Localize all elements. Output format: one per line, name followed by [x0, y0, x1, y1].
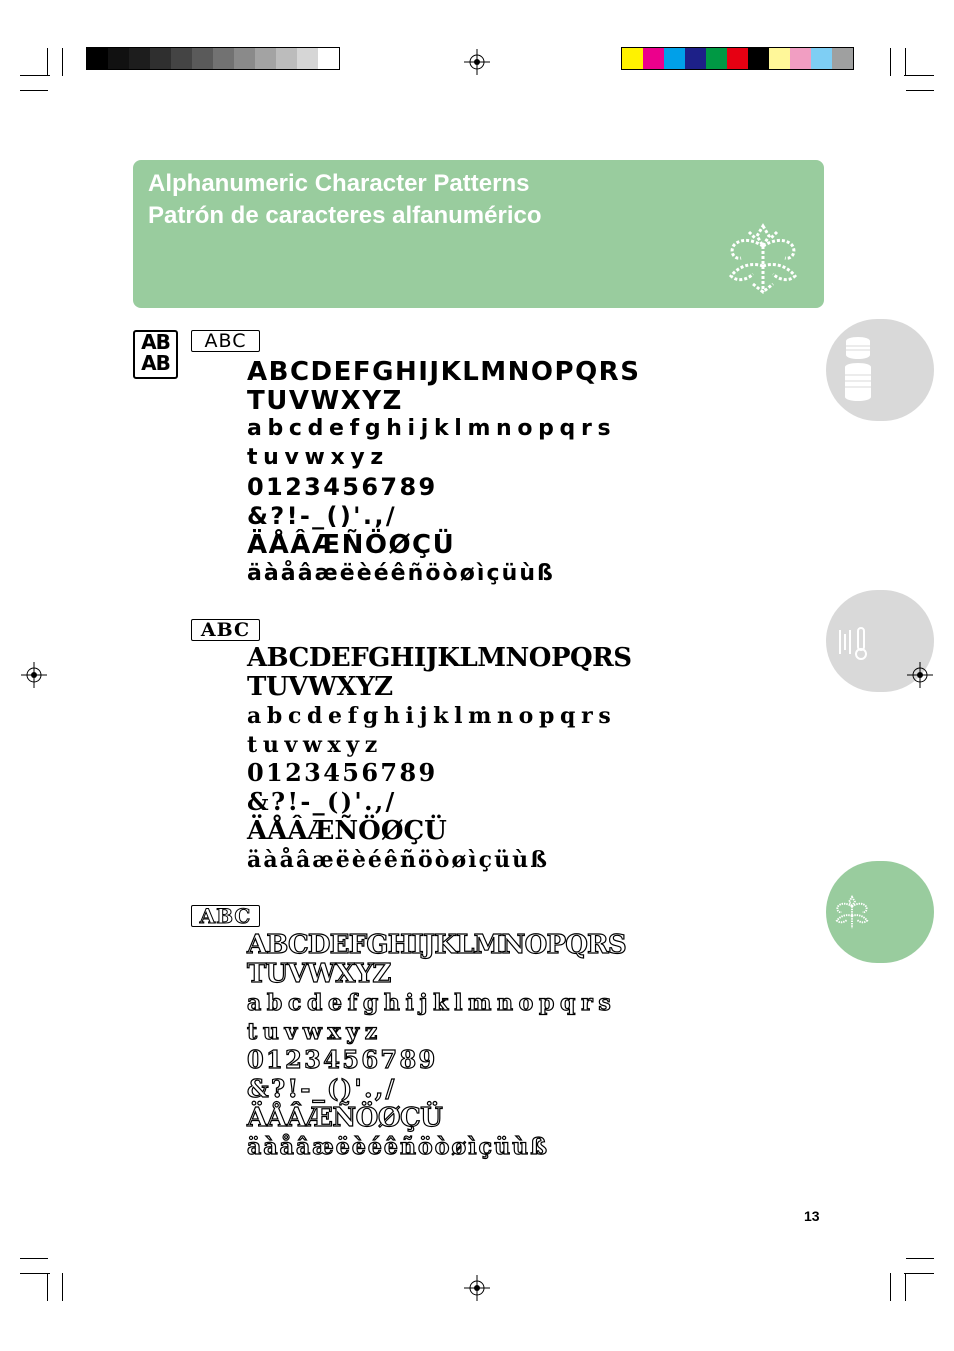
- char-row: ÄÅÂÆÑÖØÇÜ: [247, 816, 447, 846]
- calibration-swatch: [790, 48, 811, 69]
- char-row: ä à å â æ ë è é ê ñ ö ò ø ì ç ü ù ß: [247, 847, 545, 873]
- calibration-swatch: [234, 48, 255, 69]
- font-style-label: ABC: [191, 905, 260, 927]
- size-icon-line: AB: [141, 330, 170, 354]
- crop-mark: [905, 48, 906, 76]
- registration-mark-icon: [464, 1275, 490, 1301]
- char-row: ä à å â æ ë è é ê ñ ö ò ø ì ç ü ù ß: [247, 1134, 545, 1160]
- char-row: t u v w x y z: [247, 732, 377, 758]
- thermometer-icon: [836, 624, 876, 664]
- char-row: t u v w x y z: [247, 1019, 377, 1045]
- char-row: 0 1 2 3 4 5 6 7 8 9: [247, 758, 433, 787]
- char-row: & ? ! - _ ( ) ' . , /: [247, 502, 392, 530]
- char-row: a b c d e f g h i j k l m n o p q r s: [247, 990, 610, 1016]
- calibration-swatch: [108, 48, 129, 69]
- calibration-swatch: [643, 48, 664, 69]
- crop-mark: [904, 75, 934, 76]
- crop-mark: [20, 90, 48, 91]
- crop-mark: [20, 75, 50, 76]
- crop-mark: [890, 48, 891, 76]
- calibration-swatch: [832, 48, 853, 69]
- char-row: ä à å â æ ë è é ê ñ ö ò ø ì ç ü ù ß: [247, 561, 551, 586]
- calibration-swatch: [87, 48, 108, 69]
- crop-mark: [62, 48, 63, 76]
- calibration-swatch: [171, 48, 192, 69]
- page-title-spanish: Patrón de caracteres alfanumérico: [148, 202, 542, 229]
- greyscale-calibration-bar: [86, 47, 340, 70]
- char-row: ÄÅÂÆÑÖØÇÜ: [247, 1103, 443, 1133]
- calibration-swatch: [706, 48, 727, 69]
- crop-mark: [47, 48, 48, 76]
- char-row: TUVWXYZ: [247, 386, 403, 416]
- page-title-english: Alphanumeric Character Patterns: [148, 170, 530, 197]
- crop-mark: [20, 1258, 48, 1259]
- character-size-icon: [133, 330, 178, 379]
- char-row: a b c d e f g h i j k l m n o p q r s: [247, 703, 610, 729]
- calibration-swatch: [297, 48, 318, 69]
- calibration-swatch: [129, 48, 150, 69]
- calibration-swatch: [748, 48, 769, 69]
- crop-mark: [904, 1273, 934, 1274]
- crop-mark: [20, 1273, 50, 1274]
- crop-mark: [62, 1273, 63, 1301]
- calibration-swatch: [255, 48, 276, 69]
- calibration-swatch: [769, 48, 790, 69]
- calibration-swatch: [685, 48, 706, 69]
- thread-spools-icon: [838, 335, 878, 405]
- char-row: 0 1 2 3 4 5 6 7 8 9: [247, 473, 433, 501]
- calibration-swatch: [664, 48, 685, 69]
- embroidery-flower-icon: [723, 222, 803, 298]
- size-icon-line: AB: [141, 351, 170, 375]
- calibration-swatch: [318, 48, 339, 69]
- calibration-swatch: [192, 48, 213, 69]
- char-row: & ? ! - _ ( ) ' . , /: [247, 1074, 392, 1103]
- font-style-label: ABC: [191, 619, 260, 641]
- color-calibration-bar: [621, 47, 854, 70]
- crop-mark: [906, 90, 934, 91]
- calibration-swatch: [276, 48, 297, 69]
- side-tab-embroidery[interactable]: [826, 861, 934, 963]
- calibration-swatch: [727, 48, 748, 69]
- registration-mark-icon: [21, 662, 47, 688]
- char-row: ABCDEFGHIJKLMNOPQRS: [247, 357, 641, 387]
- calibration-swatch: [622, 48, 643, 69]
- page-number: 13: [804, 1208, 820, 1224]
- crop-mark: [47, 1273, 48, 1301]
- crop-mark: [905, 1273, 906, 1301]
- registration-mark-icon: [907, 662, 933, 688]
- char-row: t u v w x y z: [247, 445, 383, 470]
- char-row: ÄÅÂÆÑÖØÇÜ: [247, 530, 456, 560]
- char-row: ABCDEFGHIJKLMNOPQRS: [247, 930, 626, 960]
- registration-mark-icon: [464, 49, 490, 75]
- calibration-swatch: [150, 48, 171, 69]
- crop-mark: [906, 1258, 934, 1259]
- crop-mark: [890, 1273, 891, 1301]
- section-header-banner: [133, 160, 824, 308]
- embroidery-flower-icon: [832, 895, 872, 931]
- char-row: & ? ! - _ ( ) ' . , /: [247, 787, 392, 816]
- calibration-swatch: [811, 48, 832, 69]
- char-row: ABCDEFGHIJKLMNOPQRS: [247, 643, 632, 673]
- char-row: TUVWXYZ: [247, 672, 393, 702]
- char-row: TUVWXYZ: [247, 959, 391, 989]
- calibration-swatch: [213, 48, 234, 69]
- char-row: 0 1 2 3 4 5 6 7 8 9: [247, 1045, 433, 1074]
- side-tab-threads[interactable]: [826, 319, 934, 421]
- font-style-label: ABC: [191, 330, 260, 352]
- char-row: a b c d e f g h i j k l m n o p q r s: [247, 416, 610, 441]
